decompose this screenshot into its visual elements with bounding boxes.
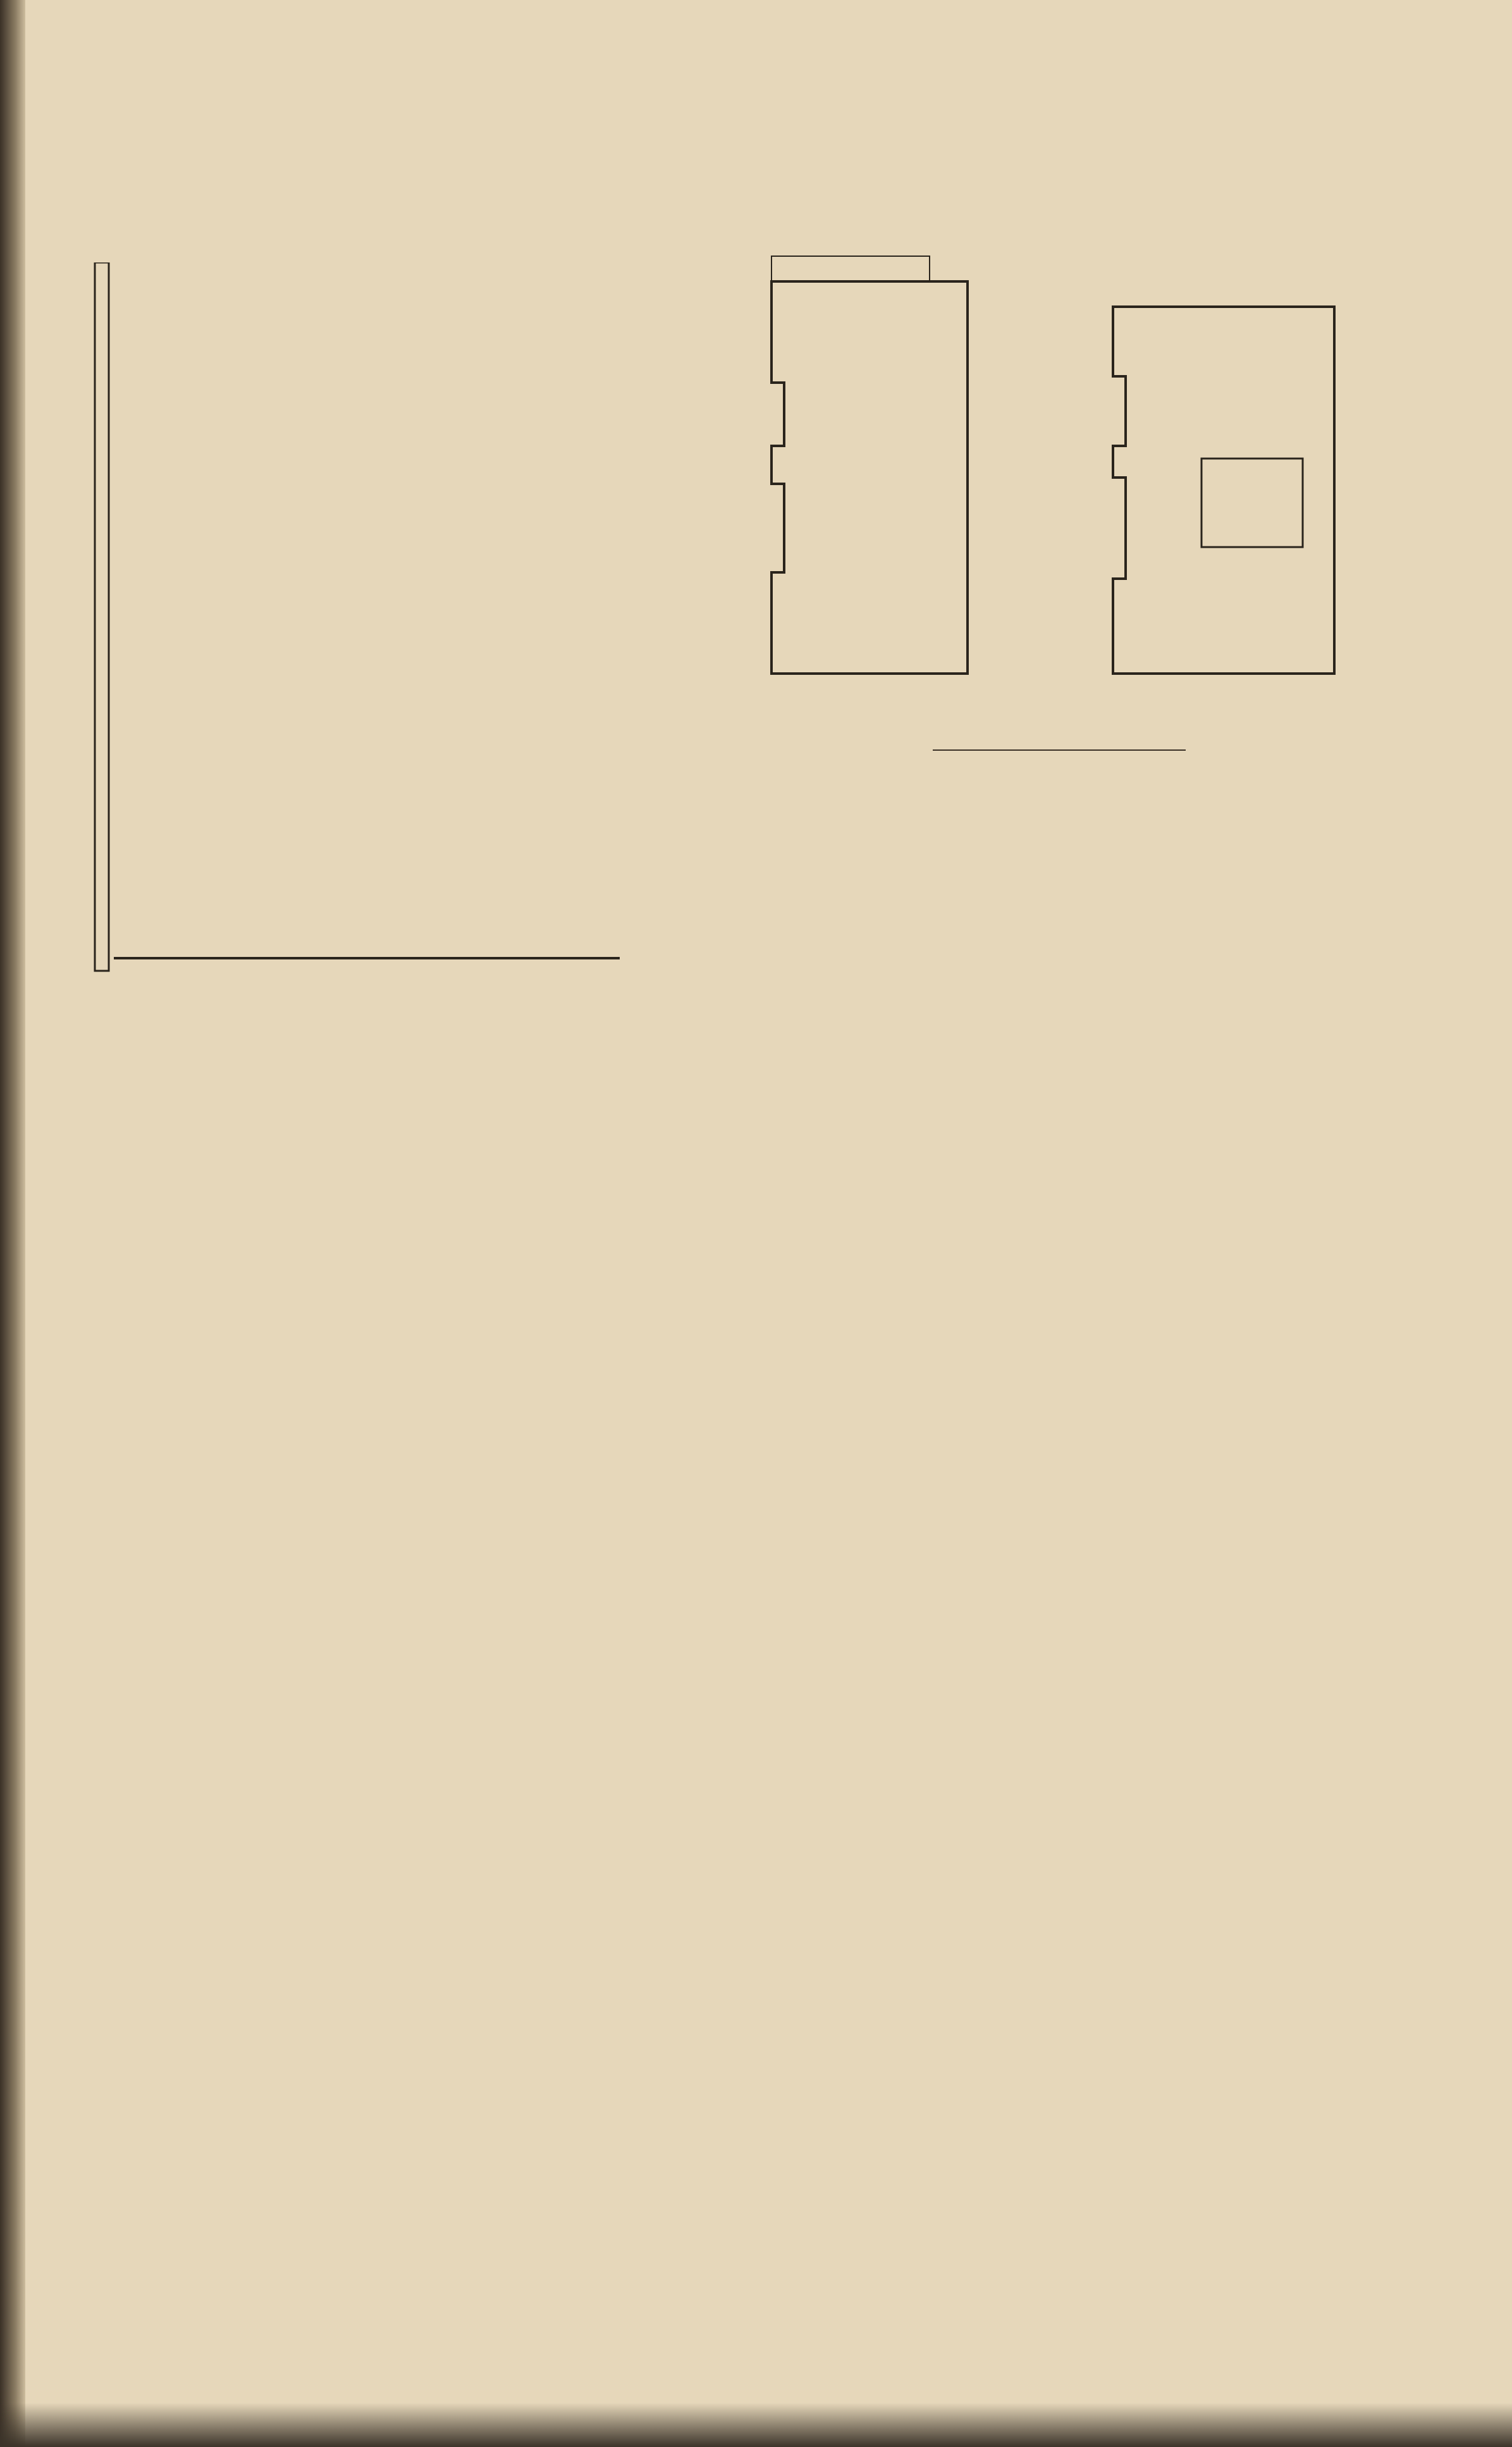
fig3-note-box [1126,319,1328,376]
section-divider [933,749,1186,751]
hotel-wall [95,262,109,971]
figure-1-side-elevation [76,262,683,1002]
left-column [76,225,702,1009]
floor-plan-3-drawing [1069,237,1385,705]
fig3-inner-court [1202,459,1303,547]
figure-2-floor-plan [734,237,1050,724]
book-binding-shadow [0,0,25,2447]
side-elevation-drawing [76,262,683,990]
page-bottom-shadow [0,2403,1512,2447]
figure-3-floor-plan [1069,237,1385,724]
fig2-building-outline [771,281,968,674]
hotel-outline [771,256,930,281]
floor-plan-figures [734,237,1385,724]
floor-plan-2-drawing [734,237,1050,705]
right-column [734,218,1385,762]
